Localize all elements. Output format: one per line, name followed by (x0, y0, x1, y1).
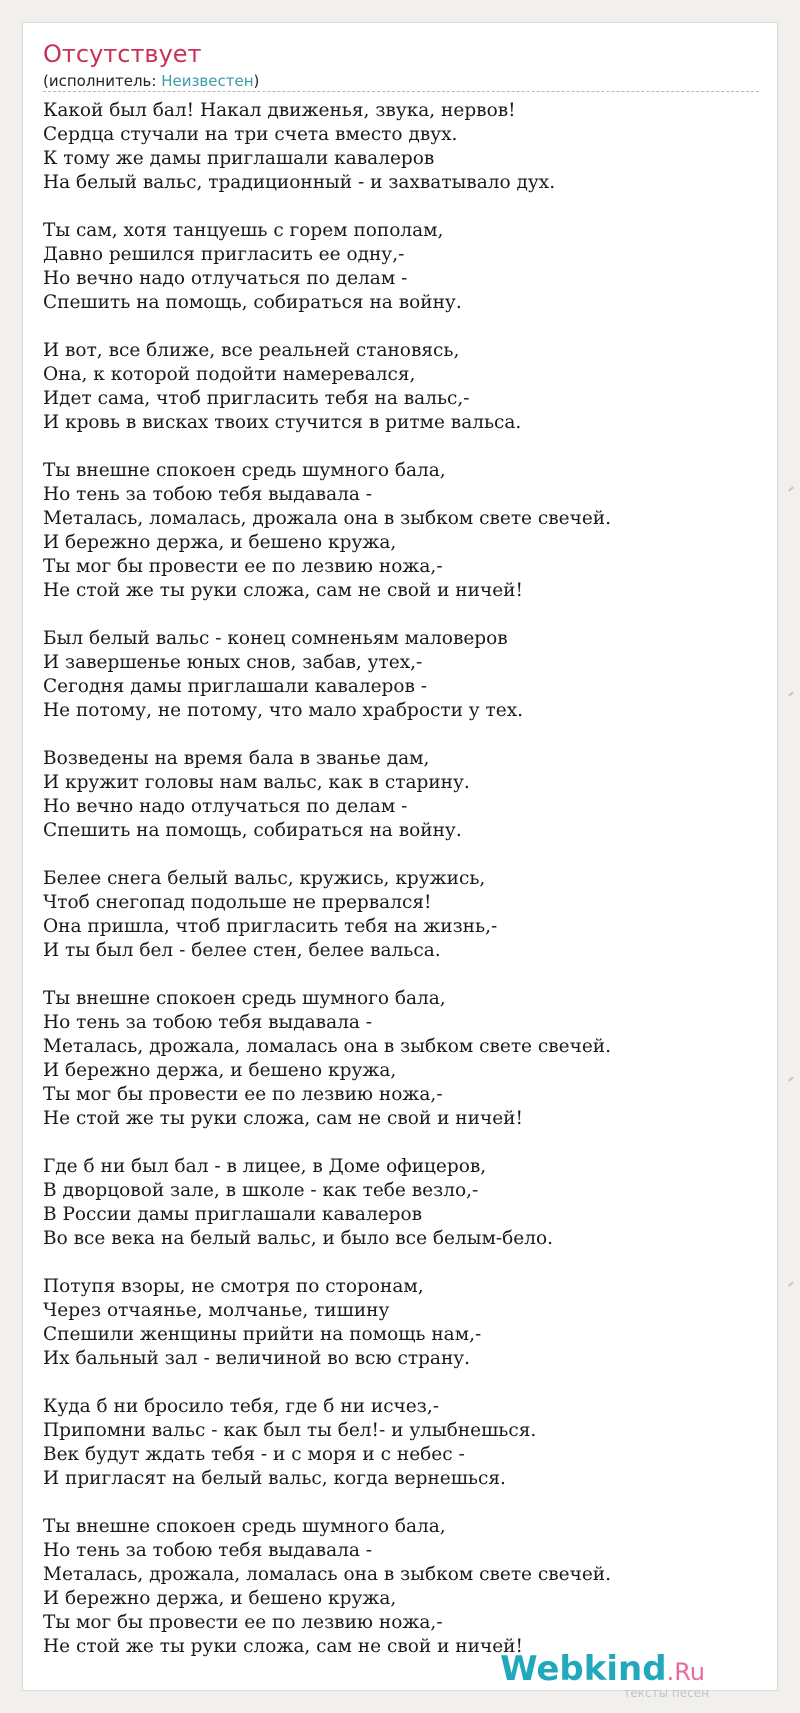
lyric-line: Но тень за тобою тебя выдавала - (43, 1540, 373, 1561)
lyric-line: Но вечно надо отлучаться по делам - (43, 796, 408, 817)
lyric-line: И вот, все ближе, все реальней становясь, (43, 340, 460, 361)
lyric-line: Белее снега белый вальс, кружись, кружись, (43, 868, 486, 889)
lyric-line: И кровь в висках твоих стучится в ритме вальса. (43, 412, 522, 433)
lyrics-card (22, 22, 778, 1700)
artist-suffix: ) (253, 72, 260, 90)
lyric-line: К тому же дамы приглашали кавалеров (43, 148, 435, 169)
lyrics-text (43, 99, 759, 1683)
song-title: Отсутствует (43, 40, 202, 68)
lyric-line: И бережно держа, и бешено кружа, (43, 1060, 397, 1081)
lyric-line: Спешили женщины прийти на помощь нам,- (43, 1324, 482, 1345)
stanza (43, 867, 759, 963)
lyric-line: Давно решился пригласить ее одну,- (43, 244, 405, 265)
lyric-line: Припомни вальс - как был ты бел!- и улыбнешься. (43, 1420, 537, 1441)
lyric-line: Чтоб снегопад подольше не прервался! (43, 892, 432, 913)
stanza (43, 1275, 759, 1371)
artist-prefix: (исполнитель: (43, 72, 162, 90)
lyric-line: Не стой же ты руки сложа, сам не свой и ничей! (43, 1636, 523, 1657)
lyric-line: Во все века на белый вальс, и было все белым-бело. (43, 1228, 553, 1249)
stanza (43, 747, 759, 843)
lyric-line: Сегодня дамы приглашали кавалеров - (43, 676, 428, 697)
lyric-line: Какой был бал! Накал движенья, звука, нервов! (43, 100, 516, 121)
lyric-line: Спешить на помощь, собираться на войну. (43, 820, 462, 841)
lyric-line: Она пришла, чтоб пригласить тебя на жизнь,- (43, 916, 498, 937)
lyric-line: Ты внешне спокоен средь шумного бала, (43, 460, 446, 481)
lyric-line: Ты внешне спокоен средь шумного бала, (43, 988, 446, 1009)
lyric-line: Металась, дрожала, ломалась она в зыбком свете свечей. (43, 1036, 611, 1057)
stanza (43, 987, 759, 1131)
lyric-line: И ты был бел - белее стен, белее вальса. (43, 940, 441, 961)
artist-line (43, 71, 259, 91)
site-logo[interactable] (500, 1651, 705, 1690)
lyric-line: Но тень за тобою тебя выдавала - (43, 1012, 373, 1033)
lyric-line: Но вечно надо отлучаться по делам - (43, 268, 408, 289)
lyric-line: И пригласят на белый вальс, когда вернешься. (43, 1468, 506, 1489)
lyric-line: И бережно держа, и бешено кружа, (43, 1588, 397, 1609)
stanza (43, 1515, 759, 1659)
stanza (43, 459, 759, 603)
lyric-line: Их бальный зал - величиной во всю страну. (43, 1348, 471, 1369)
lyric-line: Ты мог бы провести ее по лезвию ножа,- (43, 1612, 443, 1633)
lyric-line: В дворцовой зале, в школе - как тебе везло,- (43, 1180, 479, 1201)
stanza (43, 627, 759, 723)
lyric-line: Сердца стучали на три счета вместо двух. (43, 124, 458, 145)
lyric-line: Металась, ломалась, дрожала она в зыбком свете свечей. (43, 508, 611, 529)
lyric-line: Возведены на время бала в званье дам, (43, 748, 430, 769)
lyric-line: Идет сама, чтоб пригласить тебя на вальс,- (43, 388, 470, 409)
lyric-line: Но тень за тобою тебя выдавала - (43, 484, 373, 505)
lyric-line: Потупя взоры, не смотря по сторонам, (43, 1276, 424, 1297)
logo-tld-text: .Ru (666, 1658, 705, 1686)
lyric-line: В России дамы приглашали кавалеров (43, 1204, 423, 1225)
stanza (43, 1395, 759, 1491)
lyric-line: Через отчаянье, молчанье, тишину (43, 1300, 390, 1321)
lyric-line: Не стой же ты руки сложа, сам не свой и ничей! (43, 580, 523, 601)
stanza (43, 339, 759, 435)
lyric-line: Был белый вальс - конец сомненьям маловеров (43, 628, 508, 649)
lyric-line: Где б ни был бал - в лицее, в Доме офицеров, (43, 1156, 487, 1177)
lyric-line: Ты сам, хотя танцуешь с горем пополам, (43, 220, 444, 241)
artist-link[interactable]: Неизвестен (161, 72, 254, 90)
edge-mark (788, 691, 794, 696)
lyric-line: Ты мог бы провести ее по лезвию ножа,- (43, 1084, 443, 1105)
lyric-line: Куда б ни бросило тебя, где б ни исчез,- (43, 1396, 439, 1417)
lyric-line: Век будут ждать тебя - и с моря и с небес - (43, 1444, 465, 1465)
lyric-line: И завершенье юных снов, забав, утех,- (43, 652, 423, 673)
stanza (43, 99, 759, 195)
stanza (43, 1155, 759, 1251)
lyric-line: Спешить на помощь, собираться на войну. (43, 292, 462, 313)
lyric-line: И кружит головы нам вальс, как в старину. (43, 772, 470, 793)
edge-mark (788, 1076, 794, 1081)
lyric-line: Не потому, не потому, что мало храбрости у тех. (43, 700, 524, 721)
edge-mark (788, 1281, 794, 1286)
header-divider (43, 91, 759, 92)
lyric-line: Ты внешне спокоен средь шумного бала, (43, 1516, 446, 1537)
edge-mark (788, 486, 794, 491)
logo-main-text: Webkind (500, 1649, 667, 1689)
lyric-line: Металась, дрожала, ломалась она в зыбком свете свечей. (43, 1564, 611, 1585)
lyric-line: Не стой же ты руки сложа, сам не свой и ничей! (43, 1108, 523, 1129)
lyric-line: Ты мог бы провести ее по лезвию ножа,- (43, 556, 443, 577)
lyric-line: И бережно держа, и бешено кружа, (43, 532, 397, 553)
stanza (43, 219, 759, 315)
lyric-line: Она, к которой подойти намеревался, (43, 364, 416, 385)
logo-subtitle: тексты песен (623, 1686, 709, 1700)
lyric-line: На белый вальс, традиционный - и захватывало дух. (43, 172, 556, 193)
